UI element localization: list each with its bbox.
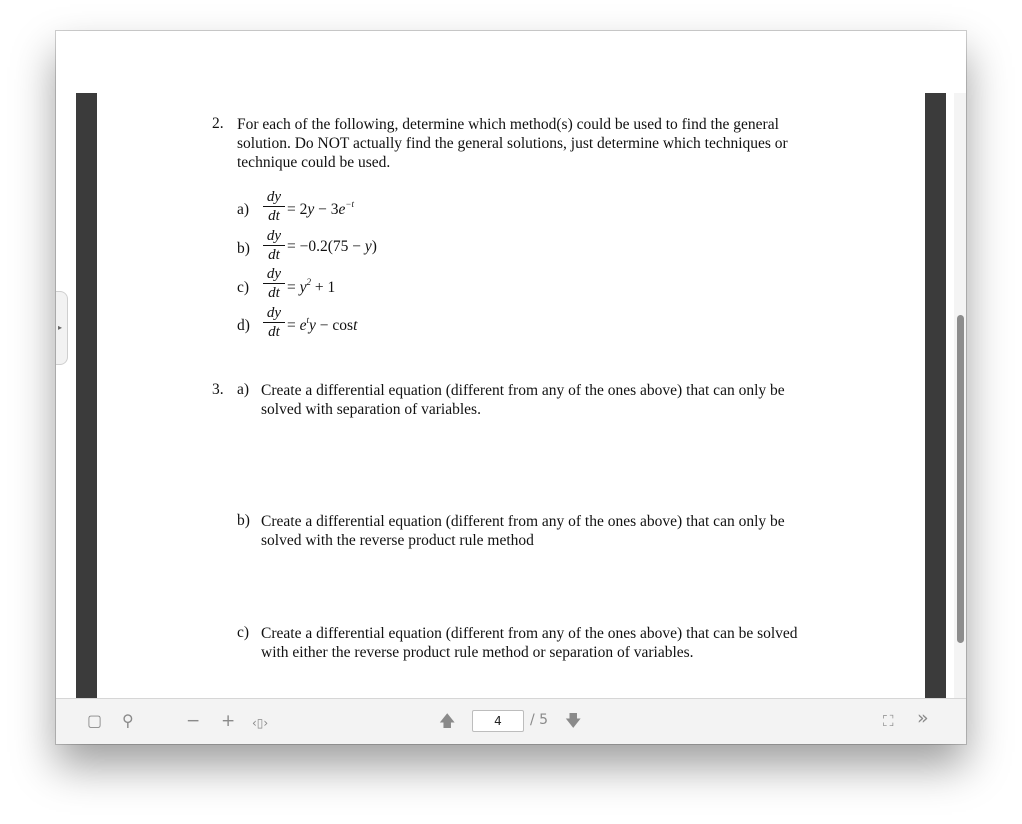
zoom-in-icon[interactable]: + (221, 711, 236, 731)
previous-page-icon[interactable]: 🡅 (439, 711, 456, 730)
eq-b-denominator: dt (268, 247, 280, 263)
eq-c-fraction (263, 266, 285, 301)
q2-line-1: For each of the following, determine which method(s) could be used to find the general (237, 116, 779, 133)
eq-a-label: a) (237, 201, 250, 218)
eq-a-denominator: dt (268, 208, 280, 224)
eq-c-denominator: dt (268, 285, 280, 301)
bottom-toolbar (56, 698, 966, 744)
eq-a-rhs: = $2y - 3e^{-t}$ (287, 199, 354, 218)
q2-line-3: technique could be used. (237, 154, 391, 171)
sidebar-pull-tab[interactable] (56, 291, 68, 365)
eq-c-label: c) (237, 279, 250, 296)
q2-line-2: solution. Do NOT actually find the general solutions, just determine which techniques or (237, 135, 788, 152)
q2-number: 2. (212, 115, 224, 132)
q3c-line-2: with either the reverse product rule method or separation of variables. (261, 644, 694, 661)
eq-b-label: b) (237, 240, 250, 257)
eq-b-rhs: = −0.2(75 − y) (287, 238, 377, 255)
eq-d-numerator: dy (263, 305, 285, 323)
q3a-line-2: solved with separation of variables. (261, 401, 481, 418)
q3c-label: c) (237, 624, 250, 641)
eq-d-denominator: dt (268, 324, 280, 340)
eq-c-numerator: dy (263, 266, 285, 284)
eq-a-numerator: dy (263, 189, 285, 207)
eq-d-fraction (263, 305, 285, 340)
q3b-line-1: Create a differential equation (different from any of the ones above) that can only be (261, 513, 785, 530)
document-viewport[interactable] (56, 93, 966, 698)
pdf-page (97, 93, 925, 698)
zoom-out-icon[interactable]: − (186, 711, 201, 731)
eq-b-fraction (263, 228, 285, 263)
page-number-input[interactable] (472, 710, 524, 732)
eq-b-numerator: dy (263, 228, 285, 246)
q3c-line-1: Create a differential equation (different from any of the ones above) that can be solved (261, 625, 798, 642)
page-total: / 5 (530, 712, 549, 728)
q3-number: 3. (212, 381, 224, 398)
q3a-line-1: Create a differential equation (different from any of the ones above) that can only be (261, 382, 785, 399)
eq-d-label: d) (237, 317, 250, 334)
title-bar (56, 31, 966, 94)
scrollbar-thumb[interactable] (957, 315, 964, 643)
page-gutter-left (76, 93, 97, 698)
q3b-line-2: solved with the reverse product rule method (261, 532, 534, 549)
eq-a-fraction (263, 189, 285, 224)
fit-width-icon[interactable]: ‹▯› (252, 716, 269, 730)
sidebar-toggle-icon[interactable]: ▢ (87, 711, 103, 730)
q3b-label: b) (237, 512, 250, 529)
search-icon[interactable]: ⚲ (122, 711, 134, 730)
fullscreen-icon[interactable]: ⛶ (883, 712, 894, 730)
eq-c-rhs: = $y^2 + 1$ (287, 277, 336, 296)
q3a-label: a) (237, 381, 250, 398)
more-tools-icon[interactable]: » (917, 707, 929, 729)
chevron-right-icon: ▸ (58, 323, 63, 332)
pdf-viewer-window (56, 31, 966, 744)
eq-d-rhs: = $e^ty - \cos t$ (287, 315, 358, 334)
next-page-icon[interactable]: 🡇 (565, 711, 582, 730)
page-gutter-right (925, 93, 946, 698)
